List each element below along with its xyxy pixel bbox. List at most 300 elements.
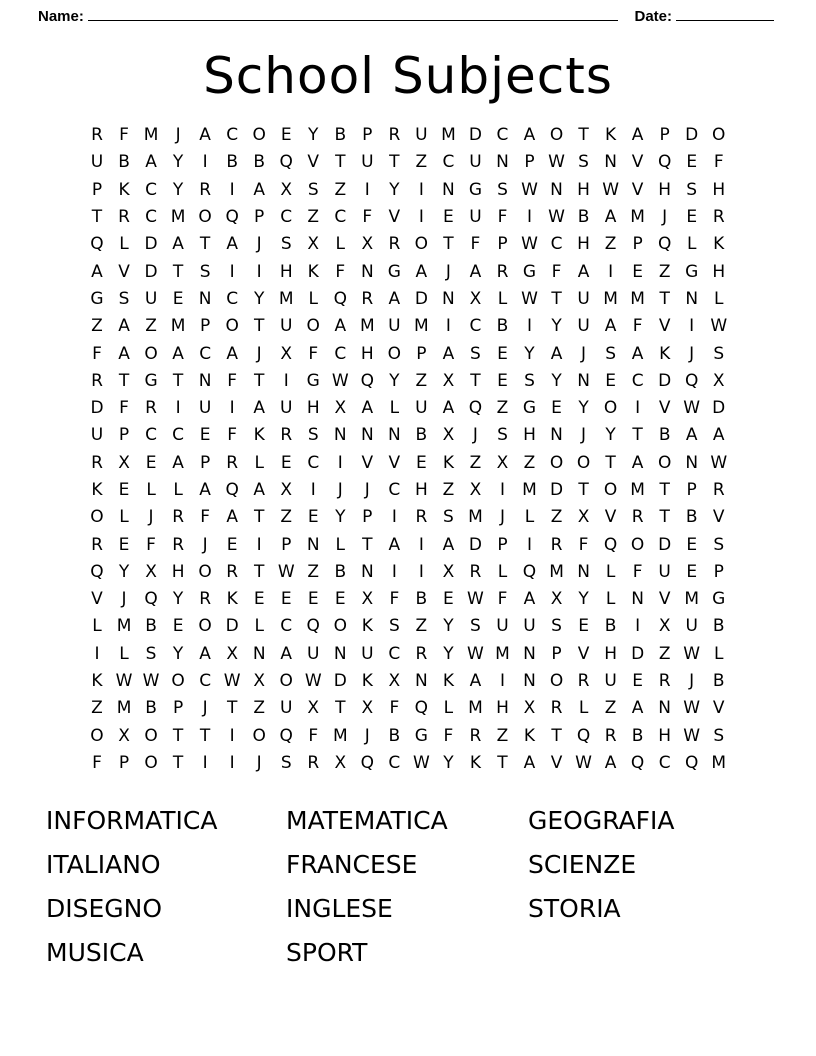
grid-cell: N [685,452,699,473]
grid-cell: I [445,316,451,337]
grid-cell: R [307,752,320,773]
grid-cell: E [118,534,130,555]
grid-cell: C [280,616,293,637]
grid-cell: P [91,179,103,200]
grid-cell: Y [118,561,130,582]
grid-cell: Z [307,207,320,228]
grid-cell: N [658,698,672,719]
grid-cell: B [496,316,509,337]
grid-cell: V [577,643,590,664]
grid-cell: T [335,152,346,173]
grid-cell: F [389,698,400,719]
grid-cell: K [469,752,482,773]
grid-cell: E [253,589,265,610]
grid-cell: K [91,480,103,500]
grid-cell: O [549,125,564,146]
grid-cell: H [523,425,536,446]
grid-cell: N [523,671,536,692]
grid-cell: T [659,480,670,500]
grid-row [84,395,732,422]
grid-cell: A [685,425,698,446]
grid-cell: E [307,589,319,610]
grid-cell: S [388,616,400,637]
grid-cell: T [253,561,265,582]
word-list-item: INGLESE [286,894,393,924]
grid-cell: U [415,398,428,419]
grid-cell: J [202,698,208,719]
grid-cell: U [685,616,698,637]
grid-cell: U [604,671,617,692]
grid-cell: A [469,671,482,692]
grid-cell: E [632,261,643,282]
grid-cell: R [172,534,184,555]
grid-cell: O [144,752,158,773]
grid-cell: J [689,671,695,692]
grid-cell: X [469,480,482,500]
grid-cell: Z [415,616,428,637]
grid-cell: L [119,507,129,528]
grid-cell: C [442,152,455,173]
grid-cell: O [171,671,185,692]
grid-cell: O [198,561,212,582]
grid-cell: Y [551,370,562,391]
grid-cell: T [253,316,265,337]
grid-cell: A [631,125,644,146]
grid-cell: I [391,507,397,528]
grid-row [84,422,732,449]
grid-cell: I [635,398,641,419]
grid-cell: U [279,398,293,419]
grid-cell: L [443,698,454,719]
grid-cell: F [443,725,454,746]
grid-cell: U [415,125,428,146]
grid-cell: C [307,452,320,473]
grid-cell: U [90,152,104,173]
grid-cell: S [307,425,319,446]
grid-cell: I [418,179,424,200]
grid-cell: N [252,643,266,664]
grid-cell: F [92,343,102,364]
grid-cell: T [578,125,589,146]
grid-cell: B [253,152,266,173]
grid-cell: L [335,234,346,255]
grid-cell: Q [576,725,591,746]
grid-cell: P [199,452,211,473]
grid-cell: I [175,398,181,419]
grid-cell: N [198,370,212,391]
grid-cell: F [308,725,319,746]
grid-cell: K [118,179,130,200]
grid-cell: T [199,725,211,746]
grid-cell: X [442,561,455,582]
grid-row [84,177,732,204]
grid-cell: A [199,643,211,664]
grid-cell: T [470,370,481,391]
grid-cell: X [577,507,590,528]
grid-cell: C [550,234,563,255]
grid-cell: Z [415,152,428,173]
grid-cell: R [91,452,103,473]
grid-cell: Q [468,398,483,419]
grid-cell: A [631,343,644,364]
grid-cell: Q [522,561,537,582]
grid-cell: M [549,561,564,582]
grid-cell: F [119,398,129,419]
page-title: School Subjects [203,47,613,105]
grid-cell: T [659,288,670,309]
grid-cell: R [91,534,103,555]
grid-cell: L [578,698,589,719]
grid-cell: T [551,725,562,746]
grid-cell: K [523,725,536,746]
grid-cell: R [496,261,509,282]
grid-cell: C [145,207,157,228]
grid-cell: I [391,561,397,582]
grid-cell: I [229,725,235,746]
word-list-column [286,799,528,975]
grid-cell: O [144,343,158,364]
grid-cell: B [145,698,157,719]
grid-cell: D [225,616,239,637]
grid-row [84,586,732,613]
grid-cell: S [578,152,589,173]
grid-cell: U [469,152,482,173]
grid-cell: G [90,288,104,309]
grid-cell: L [389,398,400,419]
grid-cell: K [91,671,103,692]
grid-cell: Z [91,698,103,719]
grid-cell: D [685,125,699,146]
grid-cell: T [362,534,373,555]
grid-cell: V [604,507,617,528]
grid-cell: R [604,725,617,746]
grid-cell: Q [333,288,347,309]
grid-cell: B [658,425,671,446]
grid-cell: K [253,425,265,446]
grid-cell: A [145,152,157,173]
grid-cell: R [226,452,239,473]
grid-cell: O [279,671,293,692]
grid-cell: I [526,207,532,228]
grid-cell: J [364,480,370,500]
grid-cell: C [631,370,644,391]
grid-cell: D [658,370,672,391]
grid-cell: H [279,261,293,282]
grid-cell: Y [172,589,184,610]
grid-cell: W [142,671,160,692]
grid-cell: G [306,370,320,391]
grid-cell: P [172,698,184,719]
grid-cell: O [90,507,104,528]
grid-cell: F [632,316,643,337]
word-list-column [46,799,286,975]
grid-cell: M [630,480,645,500]
grid-cell: W [683,725,701,746]
grid-cell: M [170,207,186,228]
grid-cell: B [415,425,428,446]
grid-cell: N [685,288,699,309]
grid-cell: B [604,616,617,637]
grid-cell: Y [389,370,400,391]
grid-cell: T [659,507,670,528]
grid-cell: G [468,179,483,200]
grid-cell: J [581,425,587,446]
grid-cell: T [335,698,346,719]
grid-cell: S [199,261,211,282]
grid-cell: O [657,452,672,473]
grid-cell: N [306,534,320,555]
grid-cell: A [631,698,644,719]
grid-cell: Y [605,425,616,446]
grid-cell: D [414,288,428,309]
name-label: Name: [38,8,84,25]
grid-cell: T [172,370,184,391]
grid-cell: P [659,125,670,146]
grid-cell: V [631,179,644,200]
grid-cell: K [713,234,725,255]
grid-cell: E [605,370,616,391]
grid-cell: C [199,343,212,364]
grid-cell: A [91,261,103,282]
grid-cell: Z [469,452,482,473]
grid-cell: G [685,261,699,282]
grid-cell: L [119,643,129,664]
grid-cell: H [306,398,320,419]
grid-cell: S [713,534,725,555]
word-list-item: GEOGRAFIA [528,806,675,836]
grid-cell: X [307,234,320,255]
grid-cell: U [361,643,374,664]
grid-cell: E [145,452,157,473]
grid-cell: C [226,125,239,146]
grid-cell: A [550,343,563,364]
grid-cell: W [277,561,295,582]
grid-cell: A [442,398,455,419]
grid-cell: Z [604,698,617,719]
grid-cell: L [254,452,264,473]
grid-cell: I [94,643,100,664]
grid-cell: M [522,480,537,500]
grid-cell: E [551,398,562,419]
grid-cell: O [306,316,320,337]
grid-cell: X [469,288,482,309]
grid-cell: R [631,507,644,528]
grid-cell: Z [604,234,617,255]
grid-cell: M [116,698,132,719]
grid-cell: M [630,288,645,309]
grid-cell: O [603,480,618,500]
grid-cell: Q [414,698,429,719]
grid-cell: O [144,725,158,746]
grid-cell: N [577,370,590,391]
name-blank-line [88,8,619,21]
grid-cell: U [577,288,590,309]
grid-cell: C [334,207,347,228]
grid-cell: W [304,671,322,692]
grid-cell: M [603,288,618,309]
grid-cell: A [199,480,211,500]
grid-cell: I [310,480,316,500]
grid-cell: H [658,725,672,746]
grid-cell: F [713,152,724,173]
grid-cell: J [364,725,370,746]
grid-cell: N [387,425,401,446]
grid-cell: J [445,261,451,282]
grid-cell: P [362,507,373,528]
grid-cell: J [581,343,587,364]
grid-cell: Z [550,507,563,528]
grid-cell: S [686,179,698,200]
grid-cell: E [416,452,427,473]
grid-row [84,477,732,504]
grid-cell: K [361,671,373,692]
grid-cell: F [200,507,211,528]
grid-cell: J [202,534,208,555]
grid-cell: N [523,643,536,664]
grid-cell: X [361,589,374,610]
grid-cell: Z [280,507,293,528]
grid-cell: I [256,534,262,555]
word-list-item: MUSICA [46,938,144,968]
grid-cell: U [198,398,212,419]
grid-cell: V [91,589,103,610]
grid-cell: L [605,561,616,582]
grid-cell: A [631,452,644,473]
grid-cell: N [496,152,509,173]
grid-cell: G [414,725,428,746]
grid-cell: S [713,725,725,746]
grid-cell: A [253,179,265,200]
grid-cell: V [388,452,401,473]
grid-cell: U [577,316,590,337]
grid-cell: H [171,561,185,582]
word-list-item: ITALIANO [46,850,161,880]
grid-cell: A [199,125,211,146]
date-blank-line [676,8,774,21]
grid-cell: R [577,671,590,692]
grid-cell: I [635,616,641,637]
grid-cell: P [713,561,724,582]
grid-cell: Y [524,343,535,364]
grid-cell: F [308,343,319,364]
grid-cell: T [551,288,562,309]
grid-cell: E [280,589,292,610]
grid-cell: E [686,152,698,173]
word-list-item: SPORT [286,938,368,968]
grid-cell: K [361,616,373,637]
grid-cell: Z [91,316,103,337]
grid-cell: F [92,752,102,773]
grid-cell: D [333,671,347,692]
grid-cell: P [118,752,130,773]
grid-cell: T [497,752,508,773]
grid-cell: H [658,179,672,200]
grid-cell: R [199,179,212,200]
grid-cell: A [577,261,590,282]
grid-cell: T [605,452,616,473]
grid-cell: T [443,234,454,255]
grid-cell: N [442,288,455,309]
grid-cell: C [145,179,157,200]
word-search-grid [84,122,732,777]
grid-cell: A [253,398,265,419]
grid-cell: B [118,152,130,173]
grid-cell: Q [306,616,320,637]
grid-cell: U [523,616,536,637]
grid-cell: U [144,288,158,309]
grid-row [84,258,732,285]
grid-cell: P [497,234,508,255]
grid-cell: X [226,643,238,664]
grid-cell: L [119,234,129,255]
grid-cell: R [469,561,482,582]
grid-cell: S [551,616,562,637]
grid-cell: T [172,752,184,773]
grid-cell: E [307,507,319,528]
grid-cell: Z [523,452,536,473]
grid-cell: V [631,152,644,173]
grid-cell: U [388,316,401,337]
grid-cell: J [337,480,343,500]
grid-cell: W [548,152,565,173]
grid-cell: T [199,234,211,255]
grid-cell: X [334,398,347,419]
grid-cell: Y [253,288,265,309]
grid-cell: C [496,125,509,146]
grid-cell: V [388,207,401,228]
grid-cell: R [550,534,563,555]
grid-cell: D [549,480,564,500]
grid-cell: L [308,288,318,309]
grid-cell: O [333,616,347,637]
grid-cell: R [712,207,725,228]
grid-cell: O [252,125,266,146]
grid-cell: R [658,671,671,692]
grid-cell: W [412,752,430,773]
grid-cell: X [280,179,293,200]
grid-cell: Q [225,480,239,500]
grid-cell: J [499,507,505,528]
grid-cell: M [684,589,700,610]
grid-cell: H [577,179,590,200]
grid-cell: I [229,261,235,282]
grid-cell: R [118,207,130,228]
grid-cell: B [388,725,401,746]
grid-cell: I [499,671,505,692]
grid-cell: W [521,179,538,200]
grid-cell: Y [172,643,184,664]
grid-cell: S [145,643,157,664]
grid-cell: V [550,752,563,773]
grid-cell: Y [389,179,400,200]
grid-cell: I [689,316,695,337]
grid-cell: K [442,452,454,473]
grid-cell: F [362,207,373,228]
grid-cell: Y [172,152,184,173]
grid-cell: N [631,589,644,610]
grid-cell: X [280,480,293,500]
grid-cell: A [388,288,401,309]
grid-cell: I [499,480,505,500]
grid-cell: X [118,452,130,473]
grid-cell: D [468,534,482,555]
grid-cell: M [414,316,429,337]
grid-cell: I [418,207,424,228]
grid-cell: P [118,425,130,446]
grid-cell: E [199,425,211,446]
grid-cell: E [686,534,698,555]
grid-cell: S [280,752,292,773]
